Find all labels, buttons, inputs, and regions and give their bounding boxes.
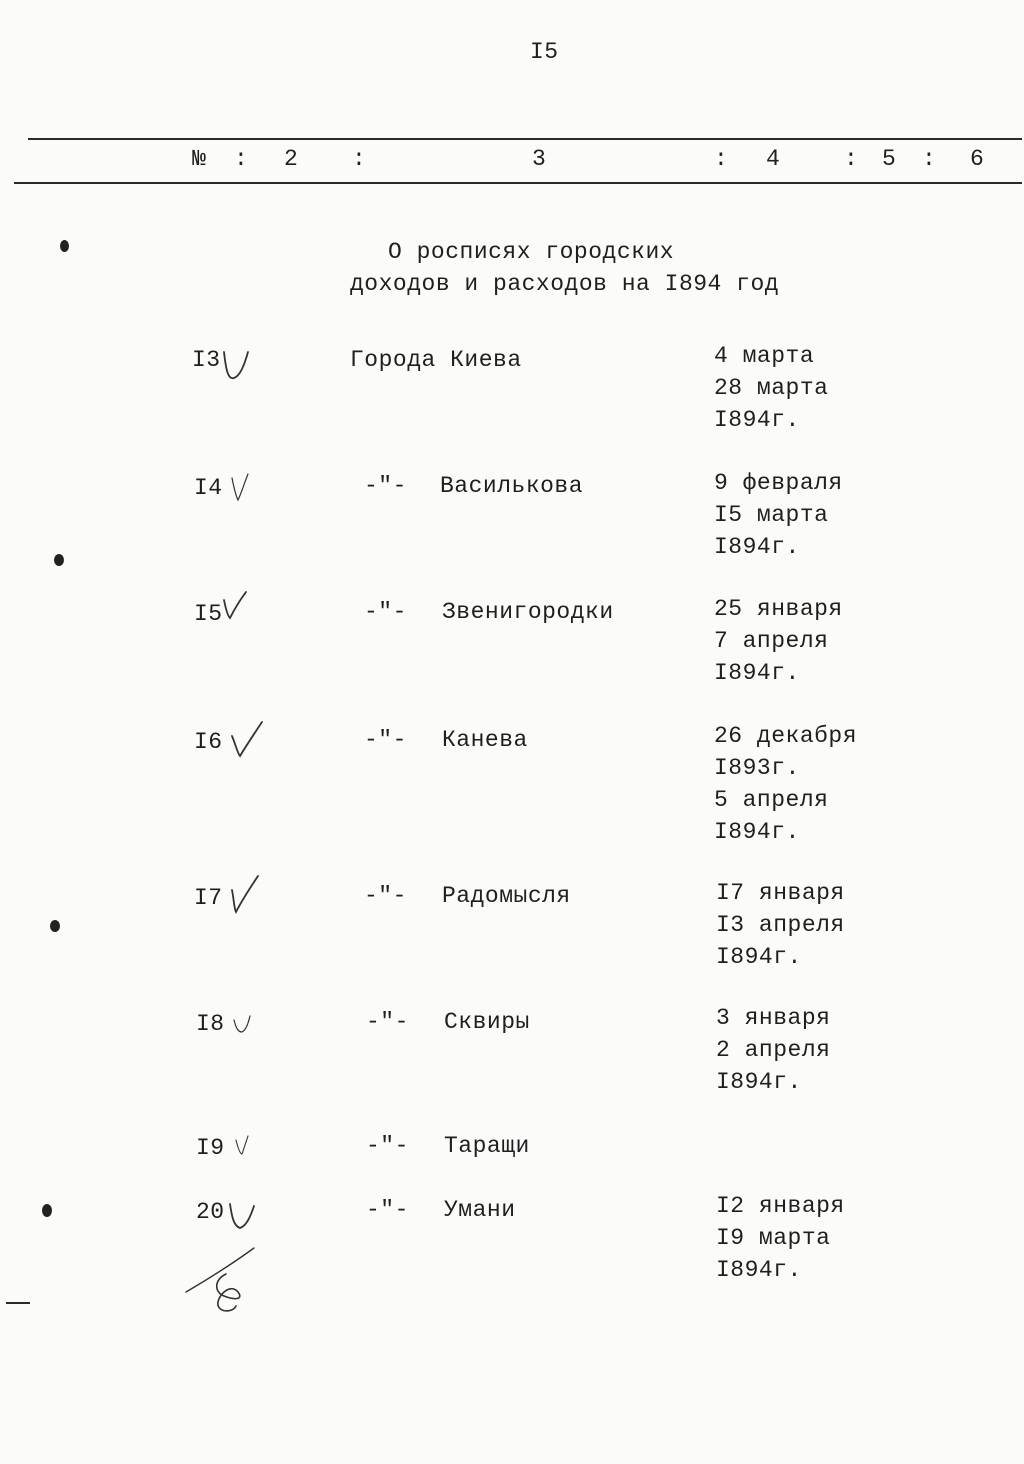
checkmark-icon [236,1136,248,1154]
row-name: Таращи [444,1133,530,1159]
row-number: I6 [194,729,223,755]
row-name: Звенигородки [442,599,614,625]
header-sep-4: : [844,146,858,172]
row-dates: I2 января I9 марта I894г. [716,1193,845,1283]
row-name: Радомысля [442,883,571,909]
row-number: I4 [194,475,223,501]
row-number: I5 [194,601,223,627]
row-name: Канева [442,727,528,753]
header-col5: 5 [882,146,896,172]
row-ditto: -"- [364,883,407,909]
punch-speck [50,920,60,932]
row-ditto: -"- [366,1009,409,1035]
row-dates: 25 января 7 апреля I894г. [714,596,843,686]
checkmark-icon [232,474,248,500]
checkmark-icon [234,1016,250,1032]
row-number: I3 [192,347,221,373]
header-sep-3: : [714,146,728,172]
handwritten-eight-icon [217,1274,240,1311]
row-dates: 4 марта 28 марта I894г. [714,343,829,433]
row-dates: 9 февраля I5 марта I894г. [714,470,843,560]
row-ditto: -"- [364,727,407,753]
row-number: I8 [196,1011,225,1037]
strike-mark [186,1248,254,1292]
section-title-line1: О росписях городских [388,239,675,265]
header-sep-5: : [922,146,936,172]
header-col4: 4 [766,146,780,172]
punch-speck [60,240,69,252]
page-number: I5 [530,39,559,65]
row-number: 20 [196,1199,225,1225]
punch-speck [54,554,64,566]
header-sep-1: : [234,146,248,172]
row-ditto: -"- [364,473,407,499]
row-ditto: -"- [364,599,407,625]
header-col2: 2 [284,146,298,172]
row-ditto: -"- [366,1197,409,1223]
checkmark-icon [224,592,246,618]
row-name: Василькова [440,473,584,499]
row-number: I9 [196,1135,225,1161]
row-dates: 26 декабря I893г. 5 апреля I894г. [714,723,858,845]
row-name: Умани [444,1197,516,1223]
row-ditto: -"- [366,1133,409,1159]
header-col3: 3 [532,146,546,172]
section-title-line2: доходов и расходов на I894 год [350,271,780,297]
margin-mark [6,1302,30,1304]
checkmark-icon [230,1204,254,1228]
header-col6: 6 [970,146,984,172]
header-sep-2: : [352,146,366,172]
row-name: Сквиры [444,1009,530,1035]
punch-speck [42,1204,52,1217]
checkmark-icon [232,876,258,912]
row-dates: 3 января 2 апреля I894г. [716,1005,831,1095]
checkmark-icon [224,352,248,378]
header-col1: № [192,146,206,172]
row-number: I7 [194,885,223,911]
row-name: Города Киева [350,347,522,373]
row-dates: I7 января I3 апреля I894г. [716,880,845,970]
checkmark-icon [232,722,262,756]
